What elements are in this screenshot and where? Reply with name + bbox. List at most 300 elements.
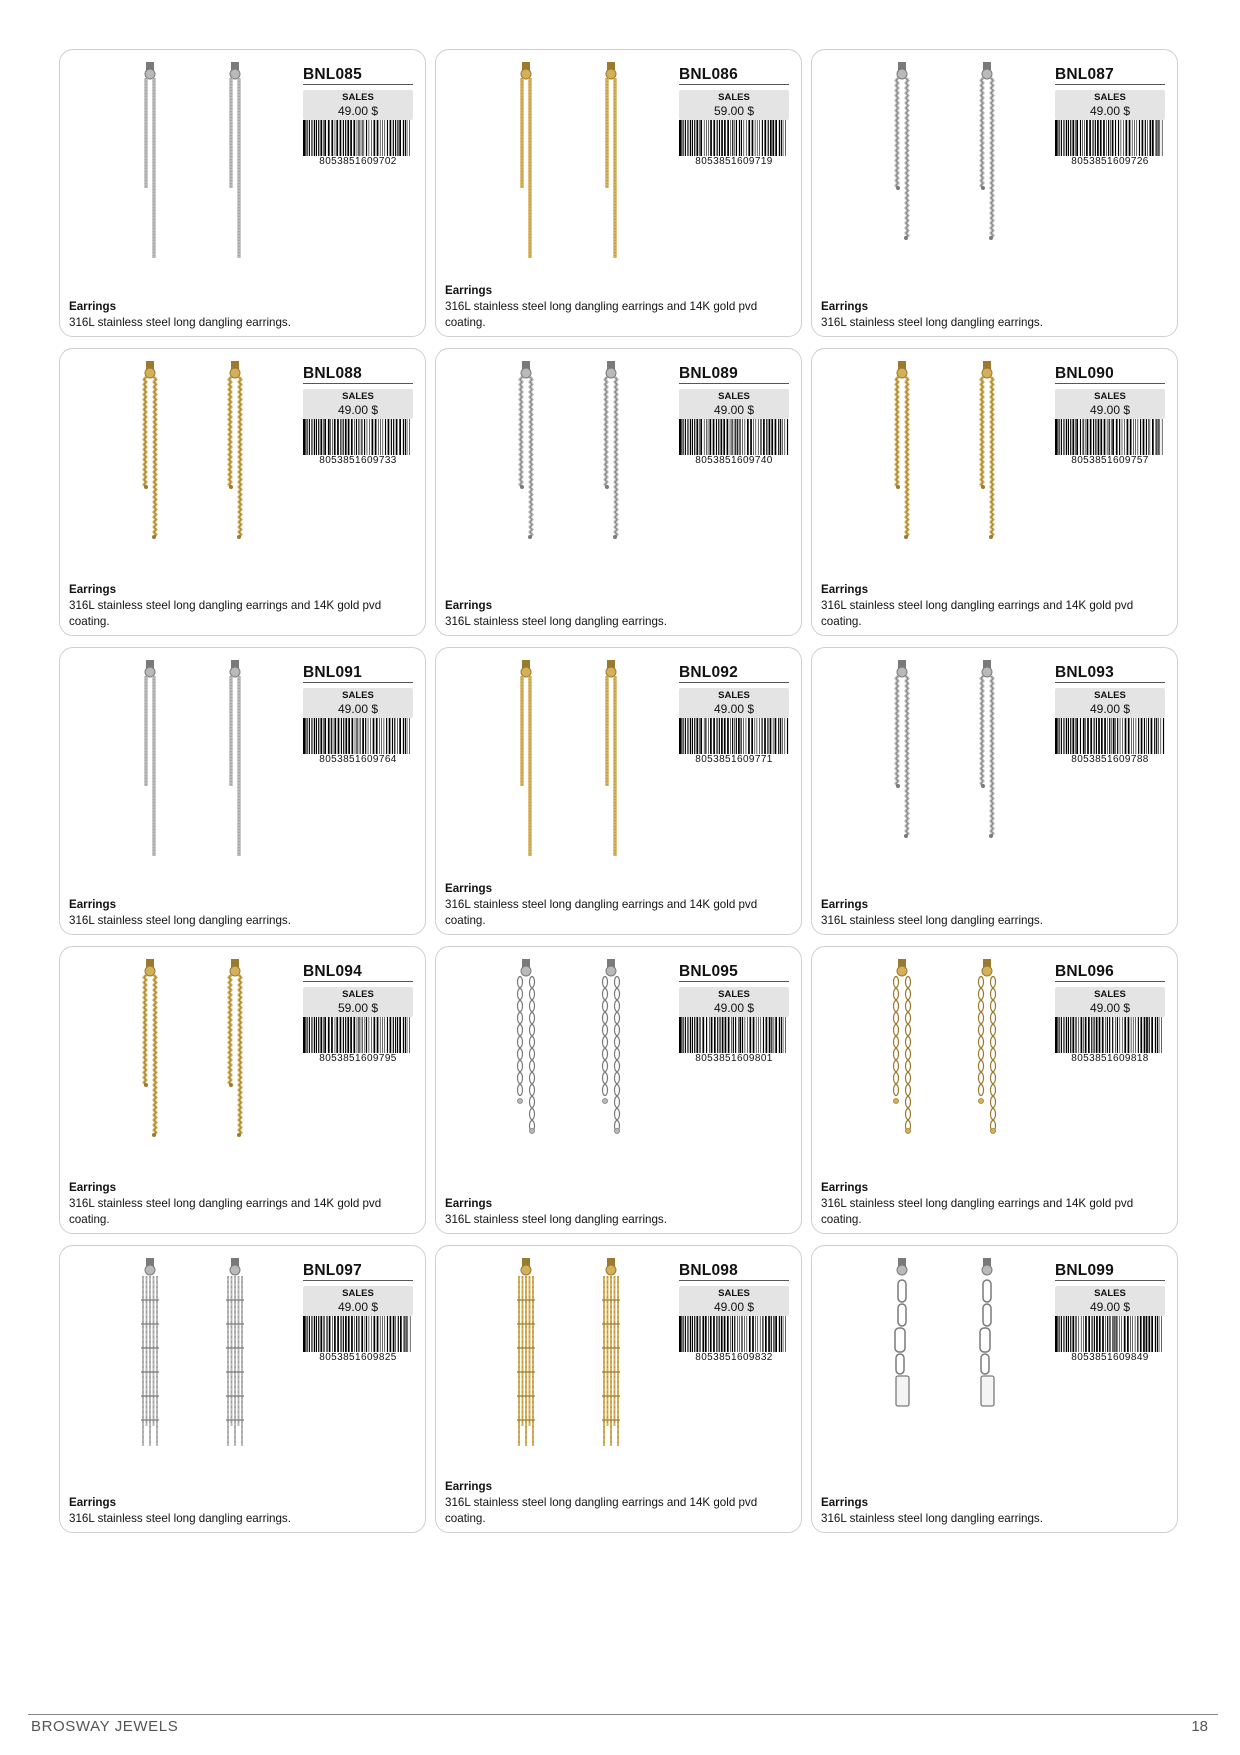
barcode-bar (1092, 1316, 1093, 1352)
product-card[interactable] (59, 49, 426, 337)
stud (145, 667, 155, 677)
barcode-bar (366, 1316, 367, 1352)
chain-link (530, 1049, 535, 1060)
barcode-bar (1109, 718, 1110, 754)
barcode-bar (309, 120, 310, 156)
barcode-bar (1128, 718, 1130, 754)
barcode-bar (318, 1316, 319, 1352)
barcode-bar (1112, 419, 1114, 455)
barcode-bar (309, 419, 310, 455)
barcode-bar (407, 120, 408, 156)
barcode-bar (334, 718, 336, 754)
product-card[interactable] (435, 49, 802, 337)
barcode-bar (680, 718, 682, 754)
barcode-bar (694, 1017, 695, 1053)
barcode-bar (760, 419, 761, 455)
barcode-bar (696, 419, 698, 455)
barcode-bar (1111, 419, 1112, 455)
barcode-bar (763, 1017, 764, 1053)
stud (521, 368, 531, 378)
barcode-bar (348, 419, 350, 455)
barcode-bar (381, 718, 382, 754)
barcode-bar (326, 1316, 327, 1352)
barcode-bar (311, 419, 312, 455)
barcode-bar (741, 1316, 742, 1352)
product-description: 316L stainless steel long dangling earrings and 14K gold pvd coating. (821, 599, 1134, 628)
sales-label: SALES (1094, 92, 1126, 103)
product-description-block (821, 582, 1169, 630)
barcode-bar (394, 718, 395, 754)
barcode-bar (1076, 718, 1078, 754)
ean-number: 8053851609740 (695, 455, 773, 466)
barcode-bar (1083, 718, 1085, 754)
barcode-bar (1107, 718, 1108, 754)
chain-link (615, 1049, 620, 1060)
barcode-bar (766, 419, 767, 455)
product-description: 316L stainless steel long dangling earrings and 14K gold pvd coating. (445, 1496, 758, 1525)
chain-link (991, 1061, 996, 1072)
barcode-bar (1115, 1017, 1116, 1053)
chain-link (906, 1001, 911, 1012)
chain-end (896, 485, 900, 489)
stud (606, 69, 616, 79)
barcode-bar (713, 718, 715, 754)
chain-link (530, 1109, 535, 1120)
barcode (679, 718, 789, 754)
barcode-bar (336, 120, 338, 156)
product-card[interactable] (811, 348, 1178, 636)
barcode-bar (765, 1316, 767, 1352)
barcode-bar (356, 718, 357, 754)
barcode-bar (768, 120, 769, 156)
barcode-bar (1115, 718, 1116, 754)
barcode-bar (388, 419, 390, 455)
barcode-bar (752, 120, 754, 156)
chain-link (979, 989, 984, 1000)
barcode-bar (340, 1017, 342, 1053)
barcode-bar (713, 419, 715, 455)
barcode-bar (709, 1017, 710, 1053)
chain-link (518, 989, 523, 1000)
barcode-bar (694, 120, 695, 156)
barcode-bar (307, 718, 308, 754)
barcode-bar (1125, 718, 1127, 754)
barcode-bar (769, 419, 771, 455)
stud (606, 368, 616, 378)
barcode-bar (309, 1017, 310, 1053)
barcode-bar (320, 419, 322, 455)
product-description: 316L stainless steel long dangling earrings. (821, 316, 1043, 329)
product-description: 316L stainless steel long dangling earrings and 14K gold pvd coating. (69, 599, 382, 628)
barcode-bar (742, 419, 743, 455)
barcode-bar (350, 1017, 352, 1053)
barcode-bar (1078, 1017, 1079, 1053)
paperclip-link (983, 1280, 991, 1302)
barcode-bar (724, 120, 726, 156)
chain-end (896, 784, 900, 788)
barcode-bar (1085, 1316, 1087, 1352)
chain-link (979, 1037, 984, 1048)
barcode-bar (700, 1017, 701, 1053)
barcode-bar (318, 718, 319, 754)
barcode-bar (369, 1316, 370, 1352)
barcode-bar (1082, 120, 1083, 156)
barcode-bar (780, 419, 781, 455)
barcode-bar (706, 1017, 707, 1053)
barcode-bar (687, 120, 688, 156)
barcode-bar (399, 419, 401, 455)
product-card[interactable] (59, 348, 426, 636)
barcode-bar (318, 419, 319, 455)
ean-number: 8053851609771 (695, 754, 773, 765)
barcode-bar (409, 718, 410, 754)
tag-pendant (896, 1376, 909, 1406)
barcode-bar (1063, 1017, 1064, 1053)
barcode-bar (1122, 419, 1123, 455)
stud (982, 1265, 992, 1275)
barcode-bar (1061, 120, 1062, 156)
chain-link (991, 977, 996, 988)
chain-link (979, 1049, 984, 1060)
barcode-bar (683, 718, 684, 754)
barcode-bar (1068, 1017, 1069, 1053)
barcode-bar (1124, 419, 1125, 455)
chain-link (991, 1037, 996, 1048)
barcode-bar (704, 120, 705, 156)
barcode-bar (323, 1316, 324, 1352)
barcode-bar (749, 1316, 751, 1352)
barcode-bar (1112, 1017, 1113, 1053)
barcode-bar (323, 419, 324, 455)
stud (145, 966, 155, 976)
barcode-bar (717, 120, 718, 156)
product-card[interactable] (811, 647, 1178, 935)
barcode-bar (1110, 120, 1111, 156)
barcode-bar (332, 1316, 333, 1352)
barcode-bar (311, 1316, 312, 1352)
barcode-bar (775, 120, 777, 156)
chain-link (518, 977, 523, 988)
barcode-bar (372, 419, 374, 455)
product-category: Earrings (69, 898, 117, 911)
chain-link (991, 1085, 996, 1096)
barcode-bar (1159, 419, 1160, 455)
barcode-bar (313, 419, 314, 455)
chain-link (906, 989, 911, 1000)
stud (982, 667, 992, 677)
barcode-bar (1066, 718, 1067, 754)
barcode-bar (743, 718, 744, 754)
barcode-bar (1099, 1316, 1101, 1352)
product-description: 316L stainless steel long dangling earrings and 14K gold pvd coating. (445, 300, 758, 329)
chain-link (906, 1073, 911, 1084)
barcode-bar (724, 718, 726, 754)
barcode-bar (391, 419, 392, 455)
barcode-bar (395, 120, 396, 156)
barcode-bar (762, 1316, 763, 1352)
barcode-bar (683, 1017, 684, 1053)
barcode-bar (1132, 120, 1133, 156)
price-box (679, 987, 789, 1017)
barcode-bar (361, 120, 362, 156)
barcode-bar (756, 419, 757, 455)
chain-link (991, 1013, 996, 1024)
barcode-bar (307, 419, 308, 455)
stud (606, 667, 616, 677)
barcode-bar (386, 718, 387, 754)
chain-end (237, 535, 241, 539)
barcode-bar (713, 1316, 715, 1352)
product-card[interactable] (435, 1245, 802, 1533)
chain-link (991, 989, 996, 1000)
barcode-bar (1100, 419, 1102, 455)
stud (521, 966, 531, 976)
barcode-bar (1108, 120, 1109, 156)
chain-link (894, 1037, 899, 1048)
sales-label: SALES (342, 1288, 374, 1299)
barcode-bar (1142, 120, 1144, 156)
chain-link (615, 1097, 620, 1108)
barcode-bar (1075, 1316, 1076, 1352)
product-description-block (445, 283, 793, 331)
barcode-bar (365, 718, 366, 754)
barcode (679, 120, 789, 156)
product-card[interactable] (435, 647, 802, 935)
chain-end (528, 535, 532, 539)
barcode-bar (320, 120, 322, 156)
barcode-bar (708, 419, 709, 455)
barcode-bar (752, 1316, 754, 1352)
barcode-bar (744, 1316, 745, 1352)
barcode-bar (747, 419, 749, 455)
barcode-bar (1113, 718, 1115, 754)
barcode-bar (1115, 120, 1116, 156)
barcode-bar (687, 419, 688, 455)
product-code: BNL085 (303, 66, 413, 85)
barcode-bar (324, 718, 326, 754)
product-description: 316L stainless steel long dangling earrings. (69, 1512, 291, 1525)
barcode-bar (1090, 718, 1092, 754)
barcode-bar (304, 120, 306, 156)
barcode-bar (741, 718, 742, 754)
chain-end (615, 1129, 620, 1134)
earrings-image (822, 353, 1062, 573)
barcode-bar (407, 718, 408, 754)
barcode-bar (361, 1316, 363, 1352)
barcode-bar (309, 1316, 310, 1352)
barcode-bar (377, 1017, 379, 1053)
barcode-bar (309, 718, 310, 754)
barcode-bar (1096, 718, 1097, 754)
barcode-bar (706, 419, 707, 455)
footer-brand: BROSWAY JEWELS (31, 1718, 179, 1735)
price: 49.00 $ (713, 403, 755, 417)
barcode-bar (360, 419, 361, 455)
barcode-bar (734, 419, 735, 455)
product-card[interactable] (811, 946, 1178, 1234)
product-card[interactable] (59, 946, 426, 1234)
barcode-bar (328, 718, 330, 754)
chain-end (981, 784, 985, 788)
product-card[interactable] (435, 348, 802, 636)
paperclip-link (898, 1280, 906, 1302)
barcode-bar (387, 1017, 388, 1053)
product-category: Earrings (821, 300, 869, 313)
barcode-bar (1122, 1017, 1123, 1053)
chain-link (991, 1025, 996, 1036)
earrings-image (70, 353, 310, 573)
barcode-bar (370, 718, 371, 754)
barcode-bar (345, 1017, 346, 1053)
barcode-bar (680, 120, 682, 156)
barcode-bar (1116, 419, 1118, 455)
barcode-bar (348, 718, 350, 754)
barcode-bar (755, 1316, 756, 1352)
barcode-bar (350, 120, 352, 156)
chain-link (530, 1097, 535, 1108)
barcode-bar (1063, 120, 1064, 156)
barcode (1055, 120, 1165, 156)
barcode-bar (757, 1316, 758, 1352)
barcode-bar (384, 1316, 385, 1352)
barcode-bar (1084, 120, 1085, 156)
barcode-bar (771, 1017, 772, 1053)
stud (982, 966, 992, 976)
barcode-bar (727, 419, 729, 455)
barcode-bar (728, 1017, 730, 1053)
price: 49.00 $ (713, 702, 755, 716)
stud (897, 368, 907, 378)
barcode-bar (399, 1017, 401, 1053)
barcode-bar (736, 718, 737, 754)
barcode-bar (753, 1017, 755, 1053)
product-card[interactable] (811, 49, 1178, 337)
sales-label: SALES (718, 391, 750, 402)
barcode-bar (324, 419, 326, 455)
ean-number: 8053851609849 (1071, 1352, 1149, 1363)
product-description: 316L stainless steel long dangling earrings. (445, 615, 667, 628)
barcode-bar (732, 419, 733, 455)
barcode-bar (1145, 120, 1146, 156)
product-code: BNL098 (679, 1262, 789, 1281)
stud (897, 1265, 907, 1275)
barcode-bar (1065, 419, 1066, 455)
product-description-block (69, 897, 417, 929)
barcode-bar (329, 1316, 331, 1352)
barcode-bar (359, 718, 360, 754)
product-category: Earrings (69, 300, 117, 313)
barcode-bar (772, 120, 774, 156)
barcode-bar (318, 120, 319, 156)
product-card[interactable] (59, 647, 426, 935)
barcode-bar (748, 718, 750, 754)
product-card[interactable] (59, 1245, 426, 1533)
barcode-bar (1120, 1017, 1121, 1053)
chain-link (518, 1061, 523, 1072)
barcode-bar (690, 419, 691, 455)
barcode-bar (1130, 419, 1132, 455)
barcode-bar (727, 1316, 729, 1352)
barcode-bar (399, 718, 401, 754)
chain-link (894, 1049, 899, 1060)
barcode-bar (369, 120, 370, 156)
barcode-bar (781, 1316, 782, 1352)
ean-number: 8053851609818 (1071, 1053, 1149, 1064)
barcode (1055, 1316, 1165, 1352)
earrings-image (70, 652, 310, 872)
ean-number: 8053851609801 (695, 1053, 773, 1064)
barcode-bar (1151, 1316, 1153, 1352)
barcode-bar (1144, 1017, 1146, 1053)
barcode-bar (773, 1316, 774, 1352)
barcode-bar (747, 1316, 748, 1352)
earrings-image (446, 54, 686, 274)
barcode-bar (328, 1017, 330, 1053)
barcode-bar (785, 718, 786, 754)
barcode-bar (1070, 419, 1071, 455)
price-box (303, 1286, 413, 1316)
barcode (679, 1316, 789, 1352)
barcode-bar (747, 1017, 748, 1053)
barcode-bar (410, 1316, 411, 1352)
barcode-bar (785, 419, 786, 455)
barcode-bar (361, 1017, 362, 1053)
barcode-bar (702, 1017, 704, 1053)
barcode-bar (1159, 120, 1160, 156)
product-card[interactable] (811, 1245, 1178, 1533)
chain-link (518, 1013, 523, 1024)
barcode-bar (735, 419, 736, 455)
barcode-bar (1156, 419, 1157, 455)
barcode-bar (1156, 120, 1157, 156)
product-code: BNL099 (1055, 1262, 1165, 1281)
barcode-bar (716, 718, 717, 754)
barcode-bar (409, 419, 410, 455)
barcode-bar (1162, 120, 1163, 156)
chain-link (979, 1013, 984, 1024)
barcode-bar (1138, 419, 1139, 455)
barcode-bar (353, 120, 355, 156)
barcode-bar (706, 120, 707, 156)
barcode-bar (778, 419, 779, 455)
barcode-bar (304, 419, 306, 455)
barcode-bar (379, 718, 380, 754)
price-box (1055, 987, 1165, 1017)
chain-end (229, 485, 233, 489)
barcode-bar (1120, 718, 1121, 754)
chain-link (979, 1001, 984, 1012)
chain-link (603, 1085, 608, 1096)
barcode-bar (736, 120, 737, 156)
product-card[interactable] (435, 946, 802, 1234)
stud (145, 1265, 155, 1275)
price-box (679, 688, 789, 718)
barcode-bar (343, 419, 344, 455)
barcode-bar (389, 718, 391, 754)
earrings-image (822, 652, 1062, 872)
barcode-bar (746, 120, 747, 156)
barcode-bar (398, 1316, 399, 1352)
barcode-bar (719, 1316, 720, 1352)
barcode-bar (376, 718, 378, 754)
barcode-bar (1159, 1017, 1160, 1053)
barcode-bar (393, 1316, 395, 1352)
barcode-bar (354, 1316, 355, 1352)
barcode-bar (318, 1017, 319, 1053)
barcode-bar (403, 419, 404, 455)
barcode-bar (731, 1017, 732, 1053)
chain-end (989, 535, 993, 539)
